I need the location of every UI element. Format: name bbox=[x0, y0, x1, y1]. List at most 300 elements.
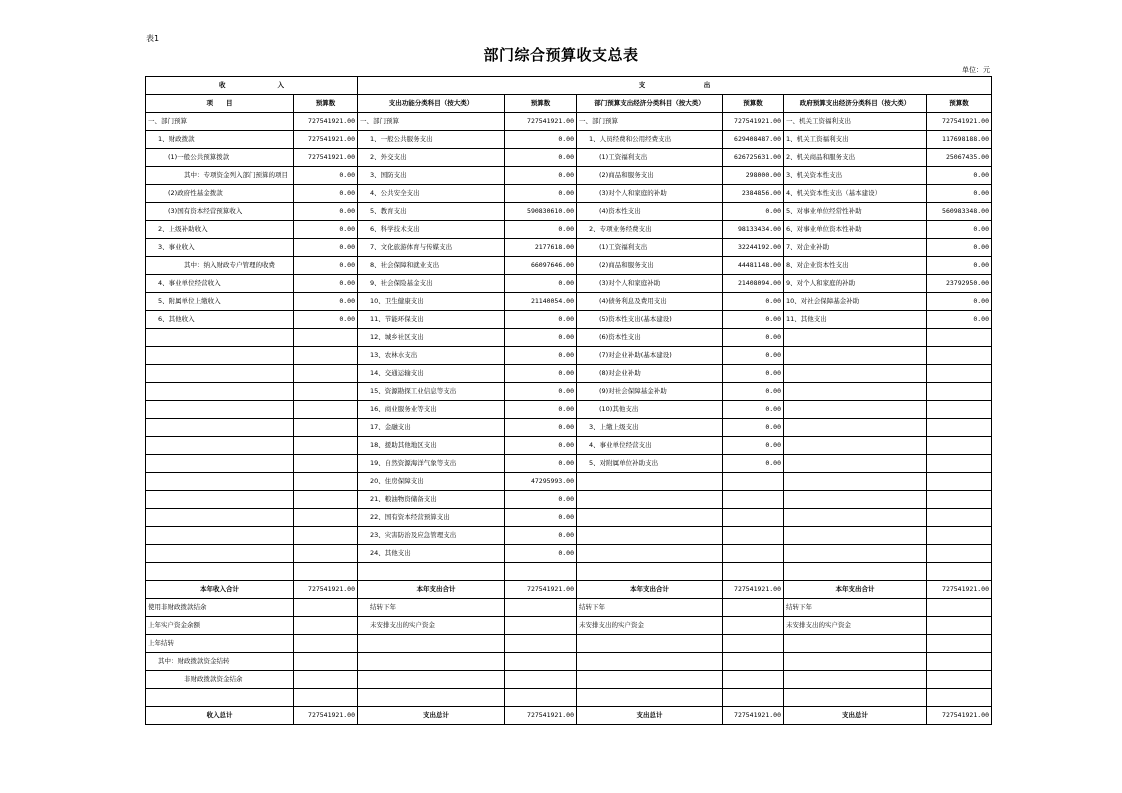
item-cell: 结转下年 bbox=[577, 599, 723, 617]
item-cell: 收入总计 bbox=[146, 707, 294, 725]
amount-cell: 0.00 bbox=[723, 347, 784, 365]
item-cell bbox=[784, 473, 927, 491]
amount-cell: 0.00 bbox=[723, 203, 784, 221]
amount-cell: 727541921.00 bbox=[927, 707, 992, 725]
amount-cell: 727541921.00 bbox=[294, 581, 358, 599]
amount-cell: 0.00 bbox=[294, 275, 358, 293]
item-cell: 未安排支出的实户资金 bbox=[784, 617, 927, 635]
item-cell bbox=[146, 545, 294, 563]
item-cell: 8、社会保障和就业支出 bbox=[358, 257, 505, 275]
item-cell: 一、机关工资福利支出 bbox=[784, 113, 927, 131]
amount-cell: 23792950.00 bbox=[927, 275, 992, 293]
amount-cell bbox=[505, 635, 577, 653]
amount-cell: 0.00 bbox=[294, 239, 358, 257]
table-row bbox=[146, 347, 992, 365]
amount-cell bbox=[927, 455, 992, 473]
amount-cell bbox=[294, 347, 358, 365]
amount-cell: 0.00 bbox=[723, 455, 784, 473]
table-row bbox=[146, 383, 992, 401]
amount-cell: 0.00 bbox=[723, 293, 784, 311]
amount-cell bbox=[723, 527, 784, 545]
amount-cell bbox=[723, 563, 784, 581]
item-cell: (8)对企业补助 bbox=[577, 365, 723, 383]
table-row bbox=[146, 167, 992, 185]
table-row bbox=[146, 311, 992, 329]
item-cell: 4、事业单位经营支出 bbox=[577, 437, 723, 455]
amount-cell: 44481148.00 bbox=[723, 257, 784, 275]
column-header: 预算数 bbox=[723, 95, 784, 113]
item-cell: 结转下年 bbox=[358, 599, 505, 617]
item-cell bbox=[784, 365, 927, 383]
amount-cell: 0.00 bbox=[723, 311, 784, 329]
amount-cell: 98133434.00 bbox=[723, 221, 784, 239]
item-cell bbox=[784, 329, 927, 347]
item-cell: 其中：财政拨款资金结转 bbox=[146, 653, 294, 671]
item-cell bbox=[146, 563, 294, 581]
item-cell: 1、财政拨款 bbox=[146, 131, 294, 149]
amount-cell bbox=[294, 563, 358, 581]
amount-cell: 2384856.00 bbox=[723, 185, 784, 203]
item-cell bbox=[784, 671, 927, 689]
item-cell bbox=[577, 635, 723, 653]
page-title: 部门综合预算收支总表 bbox=[483, 46, 639, 64]
amount-cell: 47295993.00 bbox=[505, 473, 577, 491]
amount-cell: 0.00 bbox=[294, 167, 358, 185]
item-cell: 8、对企业资本性支出 bbox=[784, 257, 927, 275]
amount-cell: 0.00 bbox=[505, 545, 577, 563]
amount-cell bbox=[294, 329, 358, 347]
amount-cell bbox=[294, 491, 358, 509]
item-cell: (3)对个人和家庭的补助 bbox=[577, 185, 723, 203]
amount-cell: 727541921.00 bbox=[723, 113, 784, 131]
amount-cell bbox=[927, 347, 992, 365]
item-cell bbox=[146, 437, 294, 455]
item-cell: 未安排支出的实户资金 bbox=[358, 617, 505, 635]
column-header: 项 目 bbox=[146, 95, 294, 113]
item-cell bbox=[358, 689, 505, 707]
column-header-row bbox=[146, 95, 992, 113]
amount-cell bbox=[927, 437, 992, 455]
amount-cell: 117698188.00 bbox=[927, 131, 992, 149]
table-row bbox=[146, 509, 992, 527]
item-cell: 4、机关资本性支出（基本建设） bbox=[784, 185, 927, 203]
amount-cell bbox=[294, 617, 358, 635]
item-cell bbox=[577, 563, 723, 581]
item-cell bbox=[577, 491, 723, 509]
table-row bbox=[146, 293, 992, 311]
amount-cell: 0.00 bbox=[723, 365, 784, 383]
item-cell: 未安排支出的实户资金 bbox=[577, 617, 723, 635]
tail-row bbox=[146, 599, 992, 617]
item-cell bbox=[577, 509, 723, 527]
amount-cell: 727541921.00 bbox=[505, 113, 577, 131]
item-cell bbox=[784, 437, 927, 455]
item-cell: 9、社会保险基金支出 bbox=[358, 275, 505, 293]
item-cell bbox=[358, 671, 505, 689]
table-row bbox=[146, 473, 992, 491]
amount-cell bbox=[294, 689, 358, 707]
amount-cell: 0.00 bbox=[505, 365, 577, 383]
item-cell bbox=[577, 689, 723, 707]
item-cell: 本年收入合计 bbox=[146, 581, 294, 599]
amount-cell: 0.00 bbox=[505, 437, 577, 455]
income-group-header: 收 入 bbox=[146, 77, 358, 95]
amount-cell bbox=[723, 509, 784, 527]
amount-cell bbox=[294, 527, 358, 545]
tail-row bbox=[146, 671, 992, 689]
amount-cell: 0.00 bbox=[927, 221, 992, 239]
item-cell: 7、对企业补助 bbox=[784, 239, 927, 257]
amount-cell: 0.00 bbox=[505, 149, 577, 167]
column-header: 部门预算支出经济分类科目（按大类） bbox=[577, 95, 723, 113]
item-cell: 使用非财政拨款结余 bbox=[146, 599, 294, 617]
amount-cell: 0.00 bbox=[294, 203, 358, 221]
amount-cell bbox=[723, 545, 784, 563]
item-cell bbox=[784, 563, 927, 581]
item-cell: (1)工资福利支出 bbox=[577, 149, 723, 167]
amount-cell: 2177618.00 bbox=[505, 239, 577, 257]
item-cell: 其中：专项资金列入部门预算的项目 bbox=[146, 167, 294, 185]
item-cell: (9)对社会保障基金补助 bbox=[577, 383, 723, 401]
table-row bbox=[146, 545, 992, 563]
item-cell: 非财政拨款资金结余 bbox=[146, 671, 294, 689]
item-cell bbox=[146, 509, 294, 527]
amount-cell: 21140054.00 bbox=[505, 293, 577, 311]
item-cell bbox=[577, 653, 723, 671]
amount-cell: 0.00 bbox=[927, 239, 992, 257]
item-cell bbox=[146, 455, 294, 473]
item-cell bbox=[577, 671, 723, 689]
item-cell bbox=[146, 527, 294, 545]
amount-cell bbox=[294, 455, 358, 473]
amount-cell: 0.00 bbox=[505, 401, 577, 419]
amount-cell: 66097646.00 bbox=[505, 257, 577, 275]
item-cell bbox=[784, 527, 927, 545]
amount-cell: 0.00 bbox=[927, 293, 992, 311]
amount-cell: 0.00 bbox=[723, 383, 784, 401]
tail-row bbox=[146, 689, 992, 707]
item-cell: 5、对附属单位补助支出 bbox=[577, 455, 723, 473]
item-cell: 3、机关资本性支出 bbox=[784, 167, 927, 185]
table-row bbox=[146, 221, 992, 239]
amount-cell bbox=[927, 383, 992, 401]
amount-cell bbox=[927, 419, 992, 437]
item-cell: 其中：纳入财政专户管理的收费 bbox=[146, 257, 294, 275]
item-cell: 19、自然资源海洋气象等支出 bbox=[358, 455, 505, 473]
item-cell: 结转下年 bbox=[784, 599, 927, 617]
amount-cell bbox=[294, 545, 358, 563]
amount-cell: 727541921.00 bbox=[927, 581, 992, 599]
amount-cell bbox=[927, 599, 992, 617]
item-cell bbox=[784, 383, 927, 401]
amount-cell bbox=[927, 401, 992, 419]
form-label: 表1 bbox=[146, 34, 160, 43]
item-cell bbox=[784, 455, 927, 473]
amount-cell bbox=[294, 473, 358, 491]
item-cell: 11、节能环保支出 bbox=[358, 311, 505, 329]
amount-cell bbox=[294, 509, 358, 527]
item-cell bbox=[577, 527, 723, 545]
item-cell: 支出总计 bbox=[577, 707, 723, 725]
item-cell: (3)国有资本经营预算收入 bbox=[146, 203, 294, 221]
amount-cell: 727541921.00 bbox=[294, 707, 358, 725]
amount-cell bbox=[723, 617, 784, 635]
table-row bbox=[146, 455, 992, 473]
item-cell: (4)资本性支出 bbox=[577, 203, 723, 221]
amount-cell bbox=[505, 599, 577, 617]
amount-cell: 0.00 bbox=[505, 419, 577, 437]
amount-cell: 0.00 bbox=[927, 257, 992, 275]
amount-cell bbox=[505, 653, 577, 671]
item-cell: (10)其他支出 bbox=[577, 401, 723, 419]
item-cell: 14、交通运输支出 bbox=[358, 365, 505, 383]
amount-cell: 0.00 bbox=[927, 167, 992, 185]
amount-cell: 0.00 bbox=[294, 185, 358, 203]
table-row bbox=[146, 185, 992, 203]
item-cell: (7)对企业补助(基本建设) bbox=[577, 347, 723, 365]
item-cell bbox=[146, 689, 294, 707]
item-cell: 13、农林水支出 bbox=[358, 347, 505, 365]
amount-cell: 727541921.00 bbox=[294, 131, 358, 149]
amount-cell bbox=[294, 419, 358, 437]
amount-cell: 21408094.00 bbox=[723, 275, 784, 293]
item-cell: 支出总计 bbox=[358, 707, 505, 725]
item-cell: 1、机关工资福利支出 bbox=[784, 131, 927, 149]
item-cell bbox=[577, 473, 723, 491]
amount-cell: 727541921.00 bbox=[723, 581, 784, 599]
amount-cell: 727541921.00 bbox=[294, 113, 358, 131]
amount-cell bbox=[927, 473, 992, 491]
amount-cell bbox=[927, 545, 992, 563]
item-cell: 上年实户资金余额 bbox=[146, 617, 294, 635]
amount-cell: 0.00 bbox=[294, 293, 358, 311]
item-cell bbox=[784, 347, 927, 365]
amount-cell: 0.00 bbox=[927, 185, 992, 203]
table-row bbox=[146, 527, 992, 545]
item-cell bbox=[146, 383, 294, 401]
item-cell bbox=[146, 329, 294, 347]
amount-cell: 0.00 bbox=[505, 491, 577, 509]
tail-row bbox=[146, 617, 992, 635]
item-cell bbox=[784, 401, 927, 419]
amount-cell bbox=[294, 653, 358, 671]
item-cell: 6、科学技术支出 bbox=[358, 221, 505, 239]
amount-cell: 0.00 bbox=[723, 437, 784, 455]
amount-cell bbox=[294, 365, 358, 383]
item-cell bbox=[784, 509, 927, 527]
column-header: 政府预算支出经济分类科目（按大类） bbox=[784, 95, 927, 113]
item-cell: 5、对事业单位经常性补助 bbox=[784, 203, 927, 221]
column-header: 预算数 bbox=[505, 95, 577, 113]
item-cell: 10、对社会保障基金补助 bbox=[784, 293, 927, 311]
item-cell: 2、机关商品和服务支出 bbox=[784, 149, 927, 167]
item-cell: 22、国有资本经营预算支出 bbox=[358, 509, 505, 527]
amount-cell: 727541921.00 bbox=[294, 149, 358, 167]
amount-cell bbox=[927, 527, 992, 545]
item-cell: (1)工资福利支出 bbox=[577, 239, 723, 257]
item-cell: 本年支出合计 bbox=[784, 581, 927, 599]
amount-cell bbox=[294, 599, 358, 617]
amount-cell: 0.00 bbox=[505, 221, 577, 239]
item-cell: 11、其他支出 bbox=[784, 311, 927, 329]
item-cell: (2)政府性基金拨款 bbox=[146, 185, 294, 203]
item-cell: 上年结转 bbox=[146, 635, 294, 653]
item-cell bbox=[358, 563, 505, 581]
amount-cell: 626725631.00 bbox=[723, 149, 784, 167]
amount-cell: 727541921.00 bbox=[505, 581, 577, 599]
group-header-row bbox=[146, 77, 992, 95]
item-cell: 5、附属单位上缴收入 bbox=[146, 293, 294, 311]
item-cell: 2、外交支出 bbox=[358, 149, 505, 167]
amount-cell: 629408487.00 bbox=[723, 131, 784, 149]
amount-cell: 0.00 bbox=[505, 527, 577, 545]
amount-cell bbox=[723, 689, 784, 707]
item-cell bbox=[577, 545, 723, 563]
item-cell: 16、商业服务业等支出 bbox=[358, 401, 505, 419]
table-row bbox=[146, 131, 992, 149]
item-cell: 3、上缴上级支出 bbox=[577, 419, 723, 437]
amount-cell bbox=[505, 563, 577, 581]
expense-group-header: 支 出 bbox=[358, 77, 992, 95]
amount-cell: 0.00 bbox=[723, 401, 784, 419]
amount-cell: 0.00 bbox=[723, 329, 784, 347]
item-cell: 一、部门预算 bbox=[577, 113, 723, 131]
amount-cell bbox=[294, 671, 358, 689]
amount-cell bbox=[505, 617, 577, 635]
amount-cell: 0.00 bbox=[505, 383, 577, 401]
item-cell: (3)对个人和家庭补助 bbox=[577, 275, 723, 293]
item-cell: 1、一般公共服务支出 bbox=[358, 131, 505, 149]
total-row bbox=[146, 581, 992, 599]
amount-cell: 0.00 bbox=[927, 311, 992, 329]
item-cell: 7、文化旅游体育与传媒支出 bbox=[358, 239, 505, 257]
amount-cell bbox=[927, 365, 992, 383]
amount-cell bbox=[927, 671, 992, 689]
item-cell: 12、城乡社区支出 bbox=[358, 329, 505, 347]
amount-cell bbox=[927, 563, 992, 581]
amount-cell: 0.00 bbox=[294, 257, 358, 275]
amount-cell: 0.00 bbox=[505, 329, 577, 347]
amount-cell bbox=[927, 653, 992, 671]
item-cell bbox=[784, 419, 927, 437]
item-cell: 6、对事业单位资本性补助 bbox=[784, 221, 927, 239]
amount-cell bbox=[294, 437, 358, 455]
item-cell: 一、部门预算 bbox=[358, 113, 505, 131]
item-cell: 6、其他收入 bbox=[146, 311, 294, 329]
column-header: 支出功能分类科目（按大类） bbox=[358, 95, 505, 113]
amount-cell: 0.00 bbox=[505, 509, 577, 527]
item-cell: (2)商品和服务支出 bbox=[577, 257, 723, 275]
amount-cell: 0.00 bbox=[505, 185, 577, 203]
item-cell bbox=[146, 347, 294, 365]
item-cell: (4)债务利息及费用支出 bbox=[577, 293, 723, 311]
amount-cell: 727541921.00 bbox=[505, 707, 577, 725]
item-cell bbox=[784, 635, 927, 653]
item-cell bbox=[784, 545, 927, 563]
table-row bbox=[146, 149, 992, 167]
amount-cell: 0.00 bbox=[294, 221, 358, 239]
amount-cell bbox=[723, 599, 784, 617]
amount-cell bbox=[294, 401, 358, 419]
amount-cell: 0.00 bbox=[505, 347, 577, 365]
item-cell bbox=[146, 473, 294, 491]
item-cell bbox=[146, 365, 294, 383]
amount-cell bbox=[723, 653, 784, 671]
item-cell: 2、上级补助收入 bbox=[146, 221, 294, 239]
item-cell: 21、粮油物资储备支出 bbox=[358, 491, 505, 509]
amount-cell bbox=[927, 635, 992, 653]
table-row bbox=[146, 437, 992, 455]
budget-summary-table bbox=[145, 76, 992, 725]
item-cell: 20、住房保障支出 bbox=[358, 473, 505, 491]
item-cell: 1、人员经费和公用经费支出 bbox=[577, 131, 723, 149]
amount-cell bbox=[505, 689, 577, 707]
item-cell bbox=[358, 653, 505, 671]
item-cell bbox=[146, 401, 294, 419]
amount-cell: 727541921.00 bbox=[927, 113, 992, 131]
amount-cell bbox=[927, 329, 992, 347]
amount-cell: 0.00 bbox=[294, 311, 358, 329]
item-cell: 4、事业单位经营收入 bbox=[146, 275, 294, 293]
amount-cell: 590830610.00 bbox=[505, 203, 577, 221]
item-cell bbox=[784, 491, 927, 509]
item-cell bbox=[146, 491, 294, 509]
table-row bbox=[146, 275, 992, 293]
column-header: 预算数 bbox=[294, 95, 358, 113]
table-row bbox=[146, 419, 992, 437]
item-cell bbox=[358, 635, 505, 653]
item-cell bbox=[784, 689, 927, 707]
item-cell: (1)一般公共预算拨款 bbox=[146, 149, 294, 167]
amount-cell: 0.00 bbox=[505, 167, 577, 185]
amount-cell: 298000.00 bbox=[723, 167, 784, 185]
tail-row bbox=[146, 653, 992, 671]
item-cell: 2、专项业务经费支出 bbox=[577, 221, 723, 239]
table-row bbox=[146, 401, 992, 419]
table-row bbox=[146, 329, 992, 347]
item-cell: 本年支出合计 bbox=[358, 581, 505, 599]
amount-cell bbox=[723, 491, 784, 509]
amount-cell bbox=[927, 689, 992, 707]
table-row bbox=[146, 365, 992, 383]
item-cell: 本年支出合计 bbox=[577, 581, 723, 599]
amount-cell: 25067435.00 bbox=[927, 149, 992, 167]
amount-cell bbox=[927, 509, 992, 527]
amount-cell bbox=[927, 491, 992, 509]
amount-cell: 560983348.00 bbox=[927, 203, 992, 221]
item-cell: 3、国防支出 bbox=[358, 167, 505, 185]
item-cell bbox=[146, 419, 294, 437]
table-row bbox=[146, 491, 992, 509]
item-cell: 3、事业收入 bbox=[146, 239, 294, 257]
amount-cell bbox=[294, 383, 358, 401]
table-row bbox=[146, 239, 992, 257]
amount-cell bbox=[723, 671, 784, 689]
item-cell: 17、金融支出 bbox=[358, 419, 505, 437]
amount-cell: 32244192.00 bbox=[723, 239, 784, 257]
item-cell: 18、援助其他地区支出 bbox=[358, 437, 505, 455]
amount-cell: 0.00 bbox=[723, 419, 784, 437]
item-cell: 24、其他支出 bbox=[358, 545, 505, 563]
item-cell: 一、部门预算 bbox=[146, 113, 294, 131]
amount-cell bbox=[505, 671, 577, 689]
item-cell: (2)商品和服务支出 bbox=[577, 167, 723, 185]
item-cell: 23、灾害防治及应急管理支出 bbox=[358, 527, 505, 545]
amount-cell bbox=[294, 635, 358, 653]
item-cell: 15、资源勘探工业信息等支出 bbox=[358, 383, 505, 401]
amount-cell: 0.00 bbox=[505, 455, 577, 473]
item-cell: (5)资本性支出(基本建设) bbox=[577, 311, 723, 329]
